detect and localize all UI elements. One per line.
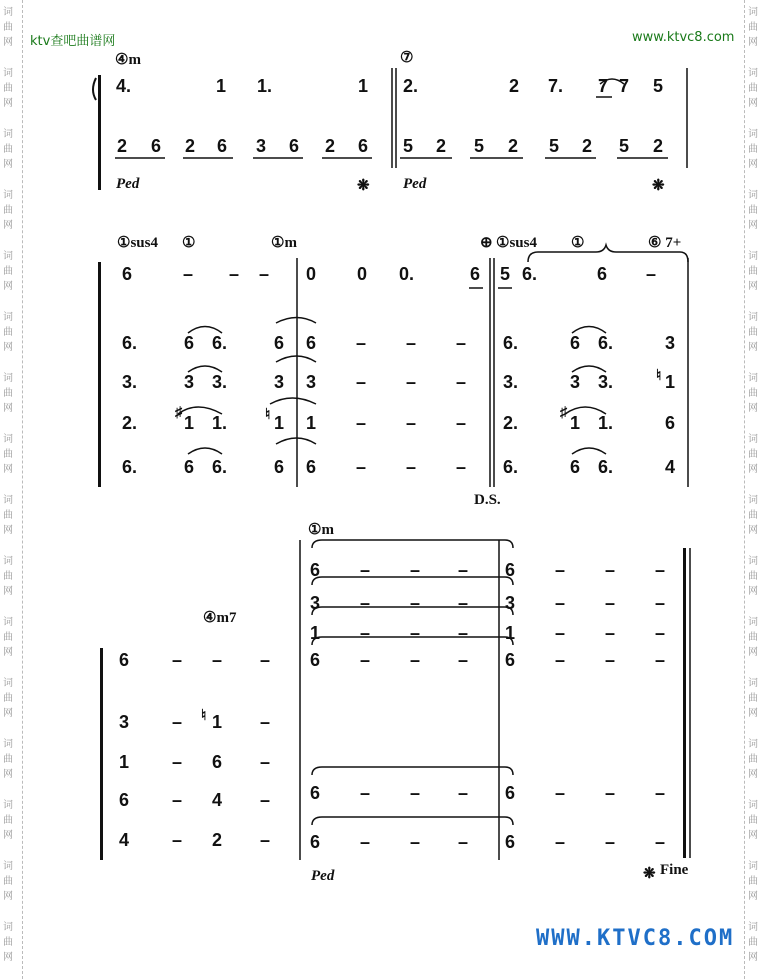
note: 6 [119,650,130,670]
note: 4. [116,76,132,96]
watermark-char: 曲 [748,388,758,399]
note: 6. [503,333,519,353]
sustain-dash: – [172,712,183,732]
note: 2 [582,136,593,156]
note: 6. [122,457,138,477]
sustain-dash: – [555,783,566,803]
sustain-dash: – [458,560,469,580]
note: 6 [119,790,130,810]
sustain-dash: – [406,333,417,353]
sustain-dash: – [212,650,223,670]
sustain-dash: – [655,560,666,580]
note: 6 [217,136,228,156]
sustain-dash: – [172,752,183,772]
note: 6 [310,783,321,803]
ds-mark: D.S. [474,492,501,508]
note: 6 [310,650,321,670]
note: 6. [598,333,614,353]
note: – [259,264,270,284]
sustain-dash: – [456,457,467,477]
sustain-dash: – [356,457,367,477]
sharp-sign: ♯ [175,405,183,421]
note: 3 [184,372,195,392]
sustain-dash: – [555,560,566,580]
watermark-char: 曲 [748,876,758,887]
watermark-char: 网 [3,647,13,658]
note: 6 [212,752,223,772]
watermark-char: 网 [3,769,13,780]
sustain-dash: – [410,593,421,613]
watermark-char: 网 [748,708,758,719]
sustain-dash: – [555,593,566,613]
note: 4 [665,457,676,477]
note: 2 [117,136,128,156]
note: 2 [325,136,336,156]
watermark-char: 曲 [3,693,13,704]
note: 6 [665,413,676,433]
sustain-dash: – [458,783,469,803]
watermark-char: 曲 [3,754,13,765]
watermark-char: 曲 [3,632,13,643]
sustain-dash: – [605,560,616,580]
note: 1 [306,413,317,433]
note: 3. [598,372,614,392]
pedal-mark: Ped [403,176,427,192]
watermark-char: 网 [3,586,13,597]
natural-sign: ♮ [656,368,662,384]
watermark-char: 词 [748,922,758,933]
watermark-char: 词 [3,312,13,323]
sustain-dash: – [456,413,467,433]
watermark-char: 网 [748,342,758,353]
note: 6 [184,457,195,477]
note: 6 [184,333,195,353]
pedal-release-mark: ❋ [652,178,665,194]
watermark-char: 曲 [748,266,758,277]
watermark-char: 曲 [3,205,13,216]
watermark-char: 曲 [748,22,758,33]
watermark-char: 曲 [748,754,758,765]
watermark-char: 词 [748,800,758,811]
note: 2 [212,830,223,850]
watermark-char: 词 [3,800,13,811]
watermark-char: 词 [3,129,13,140]
chord-label: ④m7 [203,610,237,626]
watermark-char: 曲 [3,83,13,94]
note: 6. [122,333,138,353]
watermark-char: 网 [3,342,13,353]
watermark-char: 曲 [3,449,13,460]
note: 6 [505,832,516,852]
watermark-char: 网 [3,525,13,536]
sustain-dash: – [456,372,467,392]
note: 7 [619,76,630,96]
sustain-dash: – [456,333,467,353]
note: 1. [257,76,273,96]
watermark-char: 网 [3,830,13,841]
sustain-dash: – [260,790,271,810]
watermark-char: 曲 [748,693,758,704]
sustain-dash: – [555,623,566,643]
note: 3 [570,372,581,392]
note: 3 [665,333,676,353]
note: 3 [310,593,321,613]
note: 6 [505,783,516,803]
watermark-char: 曲 [3,876,13,887]
watermark-char: 网 [3,220,13,231]
note: 6 [505,560,516,580]
watermark-char: 词 [3,373,13,384]
chord-label: ① [182,235,196,251]
watermark-char: 曲 [3,327,13,338]
site-url: www.ktvc8.com [632,30,735,45]
watermark-char: 词 [748,861,758,872]
watermark-char: 网 [3,37,13,48]
note: 1 [274,413,285,433]
pedal-mark: Ped [311,868,335,884]
sustain-dash: – [406,372,417,392]
sustain-dash: – [406,457,417,477]
watermark-char: 网 [3,464,13,475]
sustain-dash: – [458,593,469,613]
sustain-dash: – [360,560,371,580]
watermark-char: 曲 [3,937,13,948]
note: 6 [597,264,608,284]
chord-label: ①m [308,522,334,538]
note: 6. [522,264,538,284]
sustain-dash: – [458,832,469,852]
watermark-char: 网 [748,647,758,658]
note: 5 [500,264,511,284]
note: 2. [403,76,419,96]
watermark-char: 词 [748,68,758,79]
watermark-char: 词 [3,7,13,18]
watermark-char: 词 [748,556,758,567]
watermark-char: 词 [748,373,758,384]
watermark-char: 曲 [748,83,758,94]
sustain-dash: – [605,783,616,803]
note: 3 [274,372,285,392]
watermark-char: 曲 [748,510,758,521]
note: 7. [548,76,564,96]
coda-sign: ⊕ [480,235,493,251]
watermark-char: 曲 [748,327,758,338]
watermark-char: 词 [748,617,758,628]
sustain-dash: – [555,650,566,670]
note: 2 [185,136,196,156]
note: 6 [306,333,317,353]
sustain-dash: – [410,623,421,643]
note: 1. [598,413,614,433]
watermark-char: 词 [748,129,758,140]
sustain-dash: – [458,623,469,643]
sustain-dash: – [360,832,371,852]
watermark-char: 曲 [748,144,758,155]
watermark-char: 词 [748,678,758,689]
note: 6 [122,264,133,284]
note: – [646,264,657,284]
watermark-char: 网 [748,525,758,536]
watermark-char: 词 [748,739,758,750]
sustain-dash: – [406,413,417,433]
note: 3 [505,593,516,613]
note: 6 [310,832,321,852]
sustain-dash: – [458,650,469,670]
sustain-dash: – [410,783,421,803]
sustain-dash: – [360,650,371,670]
note: 6 [570,333,581,353]
sustain-dash: – [356,333,367,353]
sustain-dash: – [172,650,183,670]
watermark-char: 网 [748,37,758,48]
sustain-dash: – [605,650,616,670]
watermark-char: 网 [748,586,758,597]
note: 6. [503,457,519,477]
note: 6 [274,457,285,477]
watermark-char: 曲 [3,22,13,33]
sustain-dash: – [172,790,183,810]
watermark-char: 网 [748,891,758,902]
note: 3 [119,712,130,732]
sustain-dash: – [410,650,421,670]
note: 5 [549,136,560,156]
watermark-char: 词 [3,678,13,689]
watermark-char: 网 [748,769,758,780]
sustain-dash: – [410,832,421,852]
note: 1 [212,712,223,732]
watermark-char: 词 [3,434,13,445]
note: 1 [119,752,130,772]
watermark-char: 网 [3,281,13,292]
sustain-dash: – [360,623,371,643]
note: 2. [122,413,138,433]
note: 2 [508,136,519,156]
note: 3 [306,372,317,392]
sustain-dash: – [655,623,666,643]
note: 4 [212,790,223,810]
sharp-sign: ♯ [560,405,568,421]
site-name: ktv查吧曲谱网 [30,34,116,49]
watermark-char: 词 [748,7,758,18]
watermark-char: 词 [748,190,758,201]
watermark-char: 网 [3,891,13,902]
note: 5 [403,136,414,156]
sustain-dash: – [410,560,421,580]
watermark-char: 曲 [748,449,758,460]
watermark-char: 网 [748,220,758,231]
pedal-release-mark: ❋ [357,178,370,194]
sustain-dash: – [260,830,271,850]
watermark-char: 词 [748,495,758,506]
watermark-char: 网 [748,952,758,963]
note: 6 [358,136,369,156]
chord-label: ①m [271,235,297,251]
note: 6 [306,457,317,477]
sustain-dash: – [260,712,271,732]
sustain-dash: – [655,832,666,852]
sustain-dash: – [356,372,367,392]
sustain-dash: – [655,650,666,670]
note: 6 [310,560,321,580]
watermark-char: 词 [3,617,13,628]
note: 1 [570,413,581,433]
note: 0 [357,264,368,284]
watermark-char: 网 [3,403,13,414]
sustain-dash: – [555,832,566,852]
watermark-char: 曲 [3,815,13,826]
note: 2 [509,76,520,96]
sustain-dash: – [356,413,367,433]
note: 4 [119,830,130,850]
chord-label: ① [571,235,585,251]
note: 3. [122,372,138,392]
note: 1 [184,413,195,433]
sustain-dash: – [260,650,271,670]
note: 6 [570,457,581,477]
watermark-char: 词 [3,922,13,933]
note: 3. [503,372,519,392]
note: 7 [598,76,609,96]
watermark-char: 词 [3,251,13,262]
watermark-char: 网 [748,98,758,109]
natural-sign: ♮ [201,708,207,724]
chord-label: ④m [115,52,141,68]
watermark-char: 网 [748,159,758,170]
sustain-dash: – [260,752,271,772]
note: 3 [256,136,267,156]
note: – [229,264,240,284]
watermark-char: 网 [3,159,13,170]
watermark-char: 词 [3,556,13,567]
note: 5 [474,136,485,156]
note: 2 [436,136,447,156]
note: 1 [310,623,321,643]
watermark-char: 网 [748,830,758,841]
sustain-dash: – [655,783,666,803]
note: 3. [212,372,228,392]
watermark-char: 曲 [3,388,13,399]
watermark-char: 曲 [3,144,13,155]
watermark-char: 网 [748,403,758,414]
sustain-dash: – [605,623,616,643]
note: 6 [289,136,300,156]
watermark-char: 曲 [748,205,758,216]
watermark-char: 词 [748,434,758,445]
note: 6. [598,457,614,477]
note: 1 [216,76,227,96]
sustain-dash: – [655,593,666,613]
note: 6. [212,457,228,477]
note: 6 [274,333,285,353]
watermark-char: 曲 [3,571,13,582]
note: – [183,264,194,284]
note: 6. [212,333,228,353]
sustain-dash: – [605,593,616,613]
note: 1 [358,76,369,96]
pedal-mark: Ped [116,176,140,192]
sustain-dash: – [360,783,371,803]
watermark-char: 曲 [3,266,13,277]
watermark-char: 词 [748,312,758,323]
watermark-char: 词 [3,739,13,750]
watermark-char: 网 [748,464,758,475]
chord-label: ⑦ [400,50,414,66]
watermark-char: 曲 [3,510,13,521]
note: 6 [470,264,481,284]
watermark-char: 曲 [748,937,758,948]
chord-label: ⑥ 7+ [648,235,682,251]
sustain-dash: – [605,832,616,852]
watermark-char: 词 [3,68,13,79]
note: 6 [151,136,162,156]
watermark-char: 网 [748,281,758,292]
note: 5 [653,76,664,96]
watermark-char: 词 [3,495,13,506]
watermark-char: 词 [3,861,13,872]
note: 1 [505,623,516,643]
note: 0. [399,264,415,284]
watermark-char: 网 [3,98,13,109]
watermark-char: 曲 [748,571,758,582]
note: 1. [212,413,228,433]
note: 5 [619,136,630,156]
note: 0 [306,264,317,284]
note: 1 [665,372,676,392]
chord-label: ①sus4 [496,235,537,251]
watermark-char: 网 [3,952,13,963]
site-logo: WWW.KTVC8.COM [536,926,735,951]
chord-label: ①sus4 [117,235,158,251]
watermark-char: 曲 [748,815,758,826]
watermark-char: 词 [3,190,13,201]
pedal-release-mark: ❋ [643,866,656,882]
sustain-dash: – [360,593,371,613]
natural-sign: ♮ [265,407,271,423]
fine-mark: Fine [660,862,689,878]
sustain-dash: – [172,830,183,850]
watermark-char: 曲 [748,632,758,643]
watermark-char: 网 [3,708,13,719]
note: 2. [503,413,519,433]
note: 6 [505,650,516,670]
watermark-char: 词 [748,251,758,262]
note: 2 [653,136,664,156]
